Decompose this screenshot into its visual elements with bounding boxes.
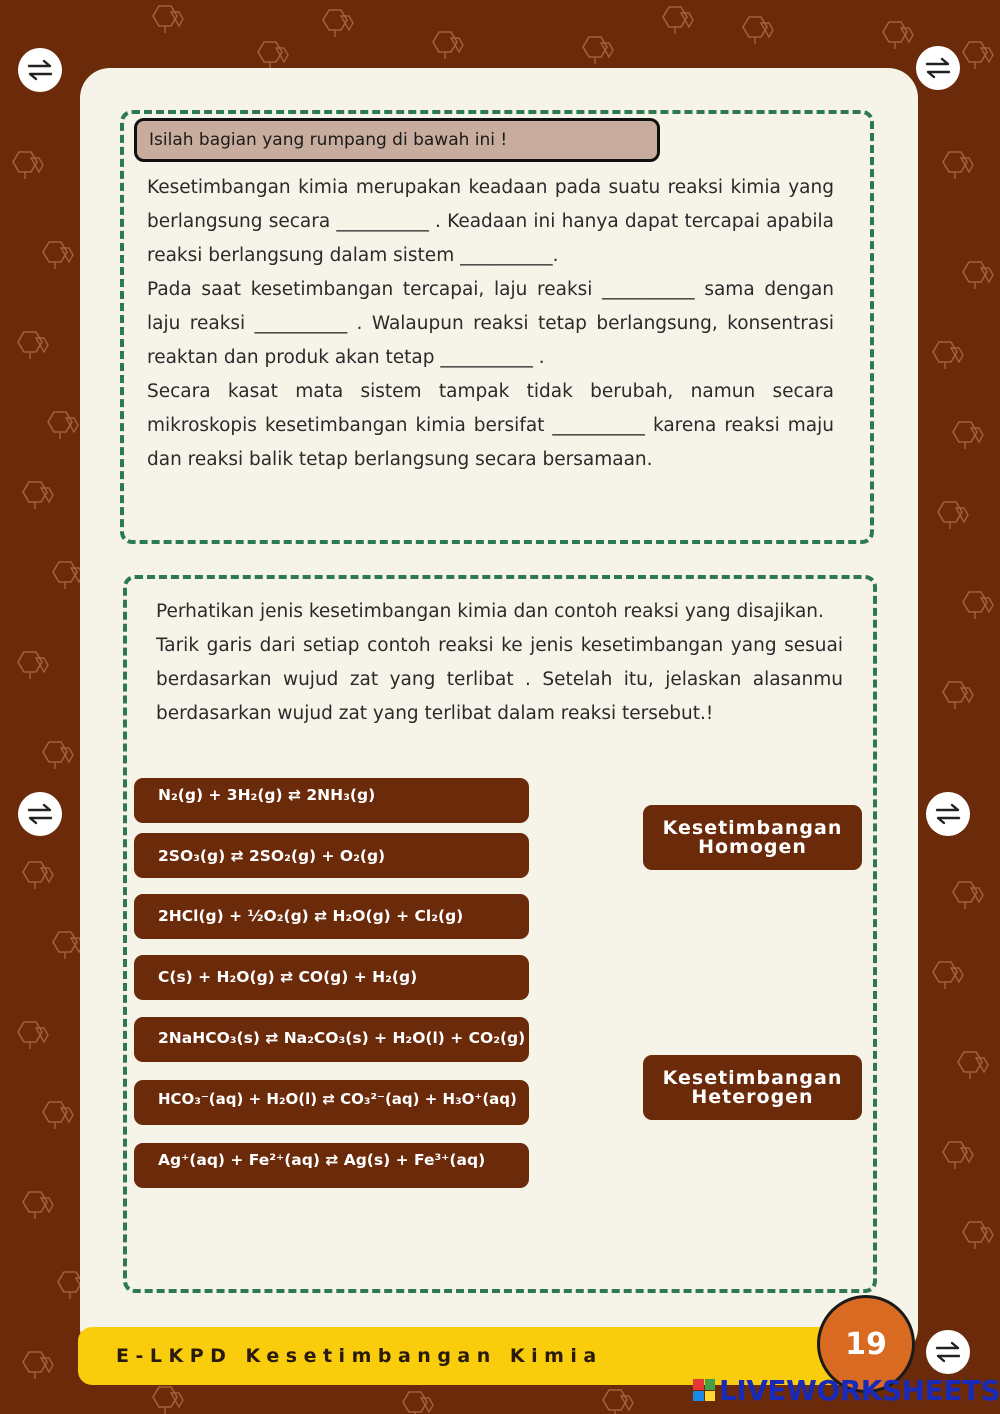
- category-label: Homogen: [698, 835, 807, 858]
- benzene-ring-icon: [255, 40, 289, 70]
- benzene-ring-icon: [400, 1390, 434, 1414]
- category-label: Kesetimbangan: [662, 816, 843, 839]
- fill-in-paragraphs: [147, 171, 834, 477]
- benzene-ring-icon: [940, 680, 974, 710]
- benzene-ring-icon: [940, 150, 974, 180]
- reaction-equation: 2NaHCO₃(s) ⇄ Na₂CO₃(s) + H₂O(l) + CO₂(g): [158, 1029, 526, 1047]
- reaction-card[interactable]: [134, 1017, 529, 1062]
- benzene-ring-icon: [20, 480, 54, 510]
- benzene-ring-icon: [955, 1050, 989, 1080]
- reaction-equation: HCO₃⁻(aq) + H₂O(l) ⇄ CO₃²⁻(aq) + H₃O⁺(aq): [158, 1090, 517, 1108]
- benzene-ring-icon: [40, 1100, 74, 1130]
- paragraph: Pada saat kesetimbangan tercapai, laju reaksi __________ sama dengan laju reaksi __________ . Walaupun reaksi tetap berlangsung, konsentrasi reaktan dan produk akan tetap __________ .: [147, 279, 834, 368]
- benzene-ring-icon: [740, 15, 774, 45]
- reaction-card[interactable]: [134, 778, 529, 823]
- benzene-ring-icon: [930, 960, 964, 990]
- benzene-ring-icon: [15, 650, 49, 680]
- benzene-ring-icon: [660, 5, 694, 35]
- benzene-ring-icon: [40, 240, 74, 270]
- benzene-ring-icon: [930, 340, 964, 370]
- footer-title: E-LKPD Kesetimbangan Kimia: [116, 1345, 603, 1367]
- benzene-ring-icon: [880, 20, 914, 50]
- paragraph: Tarik garis dari setiap contoh reaksi ke jenis kesetimbangan yang sesuai berdasarkan wujud zat yang terlibat . Setelah itu, jelaskan alasanmu berdasarkan wujud zat yang terlibat dalam reaksi tersebut.!: [156, 635, 843, 724]
- equilibrium-arrows-icon: [926, 1330, 970, 1374]
- paragraph: Secara kasat mata sistem tampak tidak berubah, namun secara mikroskopis kesetimbangan kimia bersifat __________ karena reaksi maju dan reaksi balik tetap berlangsung secara bersamaan.: [147, 381, 834, 470]
- matching-instructions: [156, 595, 843, 731]
- benzene-ring-icon: [960, 1220, 994, 1250]
- benzene-ring-icon: [600, 1388, 634, 1414]
- benzene-ring-icon: [960, 590, 994, 620]
- benzene-ring-icon: [940, 1140, 974, 1170]
- benzene-ring-icon: [950, 880, 984, 910]
- benzene-ring-icon: [960, 260, 994, 290]
- equilibrium-arrows-icon: [18, 48, 62, 92]
- equilibrium-arrows-icon: [916, 46, 960, 90]
- equilibrium-arrows-icon: [18, 792, 62, 836]
- watermark-text: LIVEWORKSHEETS: [719, 1373, 1000, 1407]
- reaction-equation: C(s) + H₂O(g) ⇄ CO(g) + H₂(g): [158, 968, 418, 986]
- benzene-ring-icon: [40, 740, 74, 770]
- benzene-ring-icon: [150, 1385, 184, 1414]
- benzene-ring-icon: [20, 1350, 54, 1380]
- benzene-ring-icon: [15, 1020, 49, 1050]
- benzene-ring-icon: [950, 420, 984, 450]
- reaction-equation: Ag⁺(aq) + Fe²⁺(aq) ⇄ Ag(s) + Fe³⁺(aq): [158, 1151, 486, 1169]
- benzene-ring-icon: [20, 860, 54, 890]
- benzene-ring-icon: [935, 500, 969, 530]
- benzene-ring-icon: [580, 35, 614, 65]
- benzene-ring-icon: [20, 1190, 54, 1220]
- benzene-ring-icon: [430, 30, 464, 60]
- instruction-label: Isilah bagian yang rumpang di bawah ini !: [134, 118, 660, 162]
- reaction-card[interactable]: [134, 1143, 529, 1188]
- paragraph: Perhatikan jenis kesetimbangan kimia dan contoh reaksi yang disajikan.: [156, 601, 824, 622]
- reaction-card[interactable]: [134, 833, 529, 878]
- benzene-ring-icon: [15, 330, 49, 360]
- category-label: Heterogen: [691, 1085, 814, 1108]
- benzene-ring-icon: [50, 930, 84, 960]
- benzene-ring-icon: [45, 410, 79, 440]
- category-homogen[interactable]: [643, 805, 862, 870]
- reaction-card[interactable]: [134, 894, 529, 939]
- reaction-equation: N₂(g) + 3H₂(g) ⇄ 2NH₃(g): [158, 786, 376, 804]
- equilibrium-arrows-icon: [926, 792, 970, 836]
- page-number-badge: 19: [817, 1295, 915, 1393]
- reaction-card[interactable]: [134, 955, 529, 1000]
- paragraph: Kesetimbangan kimia merupakan keadaan pada suatu reaksi kimia yang berlangsung secara __________ . Keadaan ini hanya dapat tercapai apabila reaksi berlangsung dalam sistem __________.: [147, 177, 834, 266]
- benzene-ring-icon: [50, 560, 84, 590]
- benzene-ring-icon: [960, 40, 994, 70]
- benzene-ring-icon: [320, 8, 354, 38]
- category-heterogen[interactable]: [643, 1055, 862, 1120]
- reaction-equation: 2SO₃(g) ⇄ 2SO₂(g) + O₂(g): [158, 847, 386, 865]
- liveworksheets-watermark: [693, 1372, 1000, 1408]
- reaction-equation: 2HCl(g) + ½O₂(g) ⇄ H₂O(g) + Cl₂(g): [158, 907, 464, 925]
- benzene-ring-icon: [150, 4, 184, 34]
- benzene-ring-icon: [10, 150, 44, 180]
- reaction-card[interactable]: [134, 1080, 529, 1125]
- liveworksheets-logo-icon: [693, 1379, 715, 1401]
- category-label: Kesetimbangan: [662, 1066, 843, 1089]
